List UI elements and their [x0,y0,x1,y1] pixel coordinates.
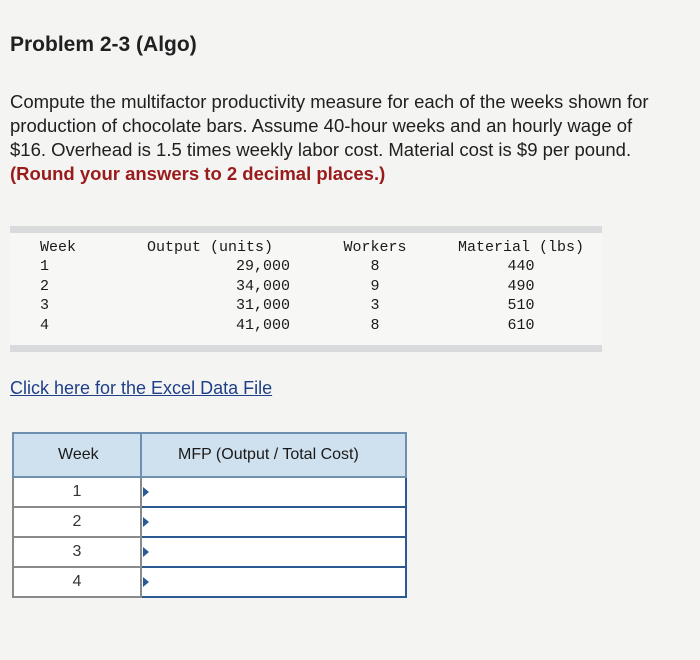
mfp-input-week-4[interactable] [142,568,405,596]
cell-output: 31,000 [235,297,290,315]
cell-material: 490 [507,277,535,295]
data-table [10,226,602,352]
table-row [10,296,602,316]
header-week: Week [40,238,77,256]
table-row [10,316,602,336]
cell-output: 41,000 [235,316,290,334]
header-material: Material (lbs) [457,238,585,256]
cell-workers: 8 [370,258,380,276]
answer-week: 4 [13,567,141,597]
cell-material: 510 [507,297,535,315]
input-marker-icon [143,577,149,587]
excel-data-file-link[interactable]: Click here for the Excel Data File [10,378,273,398]
answer-week: 1 [13,477,141,507]
question-text [10,90,660,186]
input-marker-icon [143,547,149,557]
cell-week: 2 [40,277,50,295]
answer-row [13,567,406,597]
input-marker-icon [143,487,149,497]
cell-workers: 8 [370,316,380,334]
mfp-input-cell [141,537,406,567]
answer-header-mfp: MFP (Output / Total Cost) [141,433,406,477]
mfp-input-week-2[interactable] [142,508,405,536]
cell-output: 34,000 [235,277,290,295]
mfp-input-cell [141,507,406,537]
mfp-input-cell [141,477,406,507]
cell-workers: 3 [370,297,380,315]
answer-row [13,477,406,507]
problem-title: Problem 2-3 (Algo) [10,33,197,56]
answer-week: 3 [13,537,141,567]
mfp-input-week-1[interactable] [142,478,405,506]
table-row [10,277,602,297]
input-marker-icon [143,517,149,527]
answer-row [13,507,406,537]
table-row [10,257,602,277]
mfp-input-cell [141,567,406,597]
answer-header-week: Week [13,433,141,477]
cell-material: 610 [507,316,535,334]
answer-row [13,537,406,567]
cell-material: 440 [507,258,535,276]
question-body: Compute the multifactor productivity measure for each of the weeks shown for production of chocolate bars. Assume 40-hour weeks and an hourly wage of $16. Overhead is 1.5 times weekly labor cost. Material cost is $9 per pound. [10,91,649,160]
cell-output: 29,000 [235,258,290,276]
answer-week: 2 [13,507,141,537]
answer-table [12,432,407,598]
cell-week: 4 [40,316,50,334]
data-table-header [10,237,602,257]
cell-week: 3 [40,297,50,315]
mfp-input-week-3[interactable] [142,538,405,566]
answer-table-header [13,433,406,477]
header-workers: Workers [343,238,407,256]
header-output: Output (units) [146,238,274,256]
cell-week: 1 [40,258,50,276]
cell-workers: 9 [370,277,380,295]
rounding-instruction: (Round your answers to 2 decimal places.) [10,163,386,184]
